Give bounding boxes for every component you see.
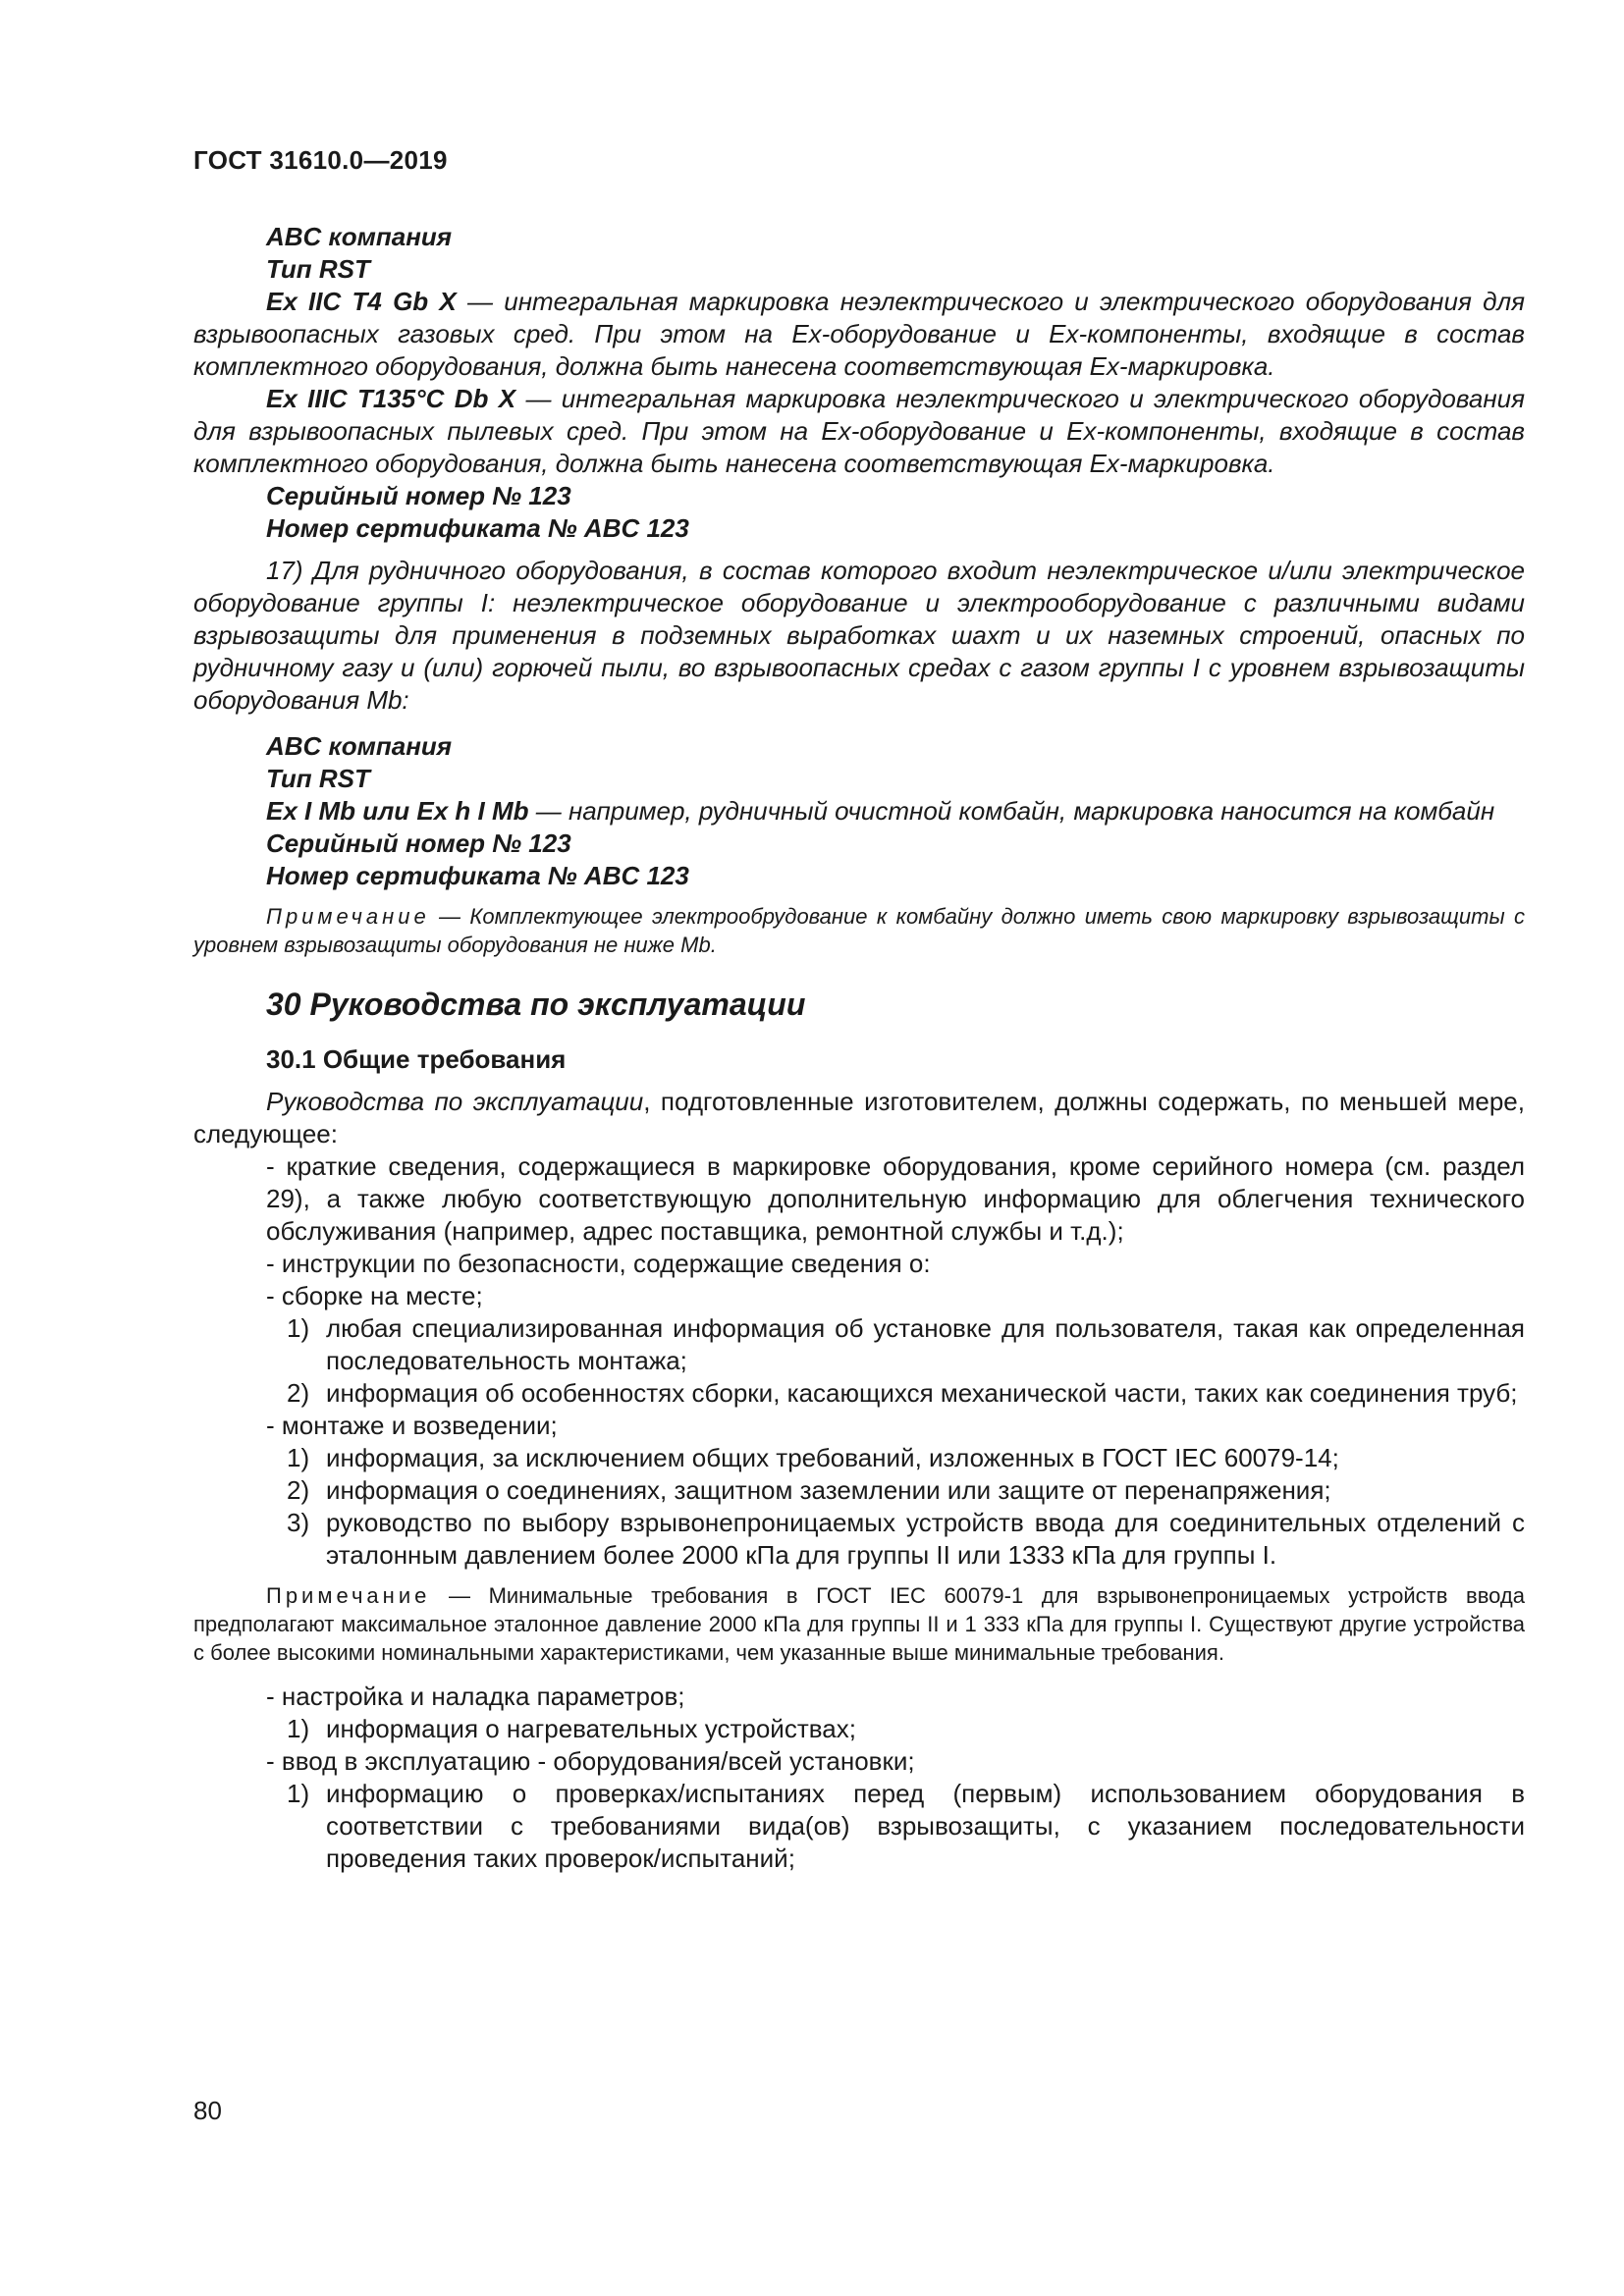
certificate-number: Номер сертификата № ABC 123 xyxy=(266,513,689,543)
company-name-2: ABC компания xyxy=(266,731,453,761)
note-mining xyxy=(193,902,1525,959)
numbered-item: 1) информацию о проверках/испытаниях перед (первым) использованием оборудования в соответствии с требованиями вида(ов) взрывозащиты, с указанием последовательности проведения таких проверок/испытаний; xyxy=(287,1779,1525,1873)
serial-number: Серийный номер № 123 xyxy=(266,481,571,510)
marking-text-mining: — например, рудничный очистной комбайн, маркировка наносится на комбайн xyxy=(528,796,1495,826)
intro-italic-term: Руководства по эксплуатации xyxy=(266,1087,644,1116)
company-name: ABC компания xyxy=(266,222,453,251)
marking-paragraph-dust xyxy=(193,383,1525,480)
certificate-number-2: Номер сертификата № ABC 123 xyxy=(266,861,689,890)
note-label-2: Примечание xyxy=(266,1583,431,1608)
marking-code-mining: Ex I Mb или Ex h I Mb xyxy=(266,796,529,826)
numbered-item: 1) информация о нагревательных устройствах; xyxy=(287,1714,856,1743)
marking-code-gas: Ex IIC T4 Gb X xyxy=(266,287,457,316)
numbered-item: 2) информация о соединениях, защитном заземлении или защите от перенапряжения; xyxy=(287,1475,1331,1505)
page-content xyxy=(193,221,1525,1875)
equipment-type-2: Тип RST xyxy=(266,764,370,793)
document-code-header: ГОСТ 31610.0—2019 xyxy=(193,145,448,175)
marking-paragraph-mining xyxy=(193,795,1525,828)
page-number: 80 xyxy=(193,2096,222,2125)
note-text: — Комплектующее электрообрудование к комбайну должно иметь свою маркировку взрывозащиты с уровнем взрывозащиты оборудования не ниже Mb. xyxy=(193,904,1525,957)
numbered-item: 2) информация об особенностях сборки, касающихся механической части, таких как соединения труб; xyxy=(287,1378,1518,1408)
intro-rest: , подготовленные изготовителем, должны содержать, по меньшей мере, следующее: xyxy=(193,1087,1525,1148)
list-item-safety: - инструкции по безопасности, содержащие сведения о: xyxy=(266,1249,931,1278)
marking-code-dust: Ex IIIC T135°C Db X xyxy=(266,384,516,413)
section-30-title: 30 Руководства по эксплуатации xyxy=(266,987,806,1022)
marking-paragraph-gas xyxy=(193,286,1525,383)
note-entries xyxy=(193,1581,1525,1667)
note-label: Примечание xyxy=(266,904,430,929)
equipment-type: Тип RST xyxy=(266,254,370,284)
serial-number-2: Серийный номер № 123 xyxy=(266,828,571,858)
marking-text-gas: — интегральная маркировка неэлектрического и электрического оборудования для взрывоопасных газовых сред. При этом на Ex-оборудование и Ex-компоненты, входящие в состав комплектного оборудования, должна быть нанесена соответствующая Ex-маркировка. xyxy=(193,287,1525,381)
note-text-2: — Минимальные требования в ГОСТ IEC 60079-1 для взрывонепроницаемых устройств ввода предполагают максимальное эталонное давление 2000 кПа для группы II и 1 333 кПа для группы I. Существуют другие устройства с более высокими номинальными характеристиками, чем указанные выше минимальные требования. xyxy=(193,1583,1525,1665)
list-item-marking-info: - краткие сведения, содержащиеся в маркировке оборудования, кроме серийного номера (см. раздел 29), а также любую соответствующую дополнительную информацию для облегчения технического обслуживания (например, адрес поставщика, ремонтной службы и т.д.); xyxy=(266,1151,1525,1246)
list-item-assembly: - сборке на месте; xyxy=(266,1281,483,1310)
list-item-commissioning: - ввод в эксплуатацию - оборудования/всей установки; xyxy=(266,1746,915,1776)
section-intro xyxy=(193,1086,1525,1150)
section-30-1-title: 30.1 Общие требования xyxy=(266,1044,567,1074)
numbered-item: 1) информация, за исключением общих требований, изложенных в ГОСТ IEC 60079-14; xyxy=(287,1443,1339,1472)
numbered-item: 3) руководство по выбору взрывонепроницаемых устройств ввода для соединительных отделений с эталонным давлением более 2000 кПа для группы II или 1333 кПа для группы I. xyxy=(287,1508,1525,1570)
list-item-setup: - настройка и наладка параметров; xyxy=(266,1682,685,1711)
numbered-item: 1) любая специализированная информация об установке для пользователя, такая как определенная последовательность монтажа; xyxy=(287,1313,1525,1375)
item-17-paragraph: 17) Для рудничного оборудования, в состав которого входит неэлектрическое и/или электрическое оборудование группы I: неэлектрическое оборудование и электрооборудование с различными видами взрывозащиты для применения в подземных выработках шахт и их наземных строений, опасных по рудничному газу и (или) горючей пыли, во взрывоопасных средах с газом группы I с уровнем взрывозащиты оборудования Mb: xyxy=(193,556,1525,715)
marking-text-dust: — интегральная маркировка неэлектрического и электрического оборудования для взрывоопасных пылевых сред. При этом на Ex-оборудование и Ex-компоненты, входящие в состав комплектного оборудования, должна быть нанесена соответствующая Ex-маркировка. xyxy=(193,384,1525,478)
list-item-installation: - монтаже и возведении; xyxy=(266,1411,558,1440)
